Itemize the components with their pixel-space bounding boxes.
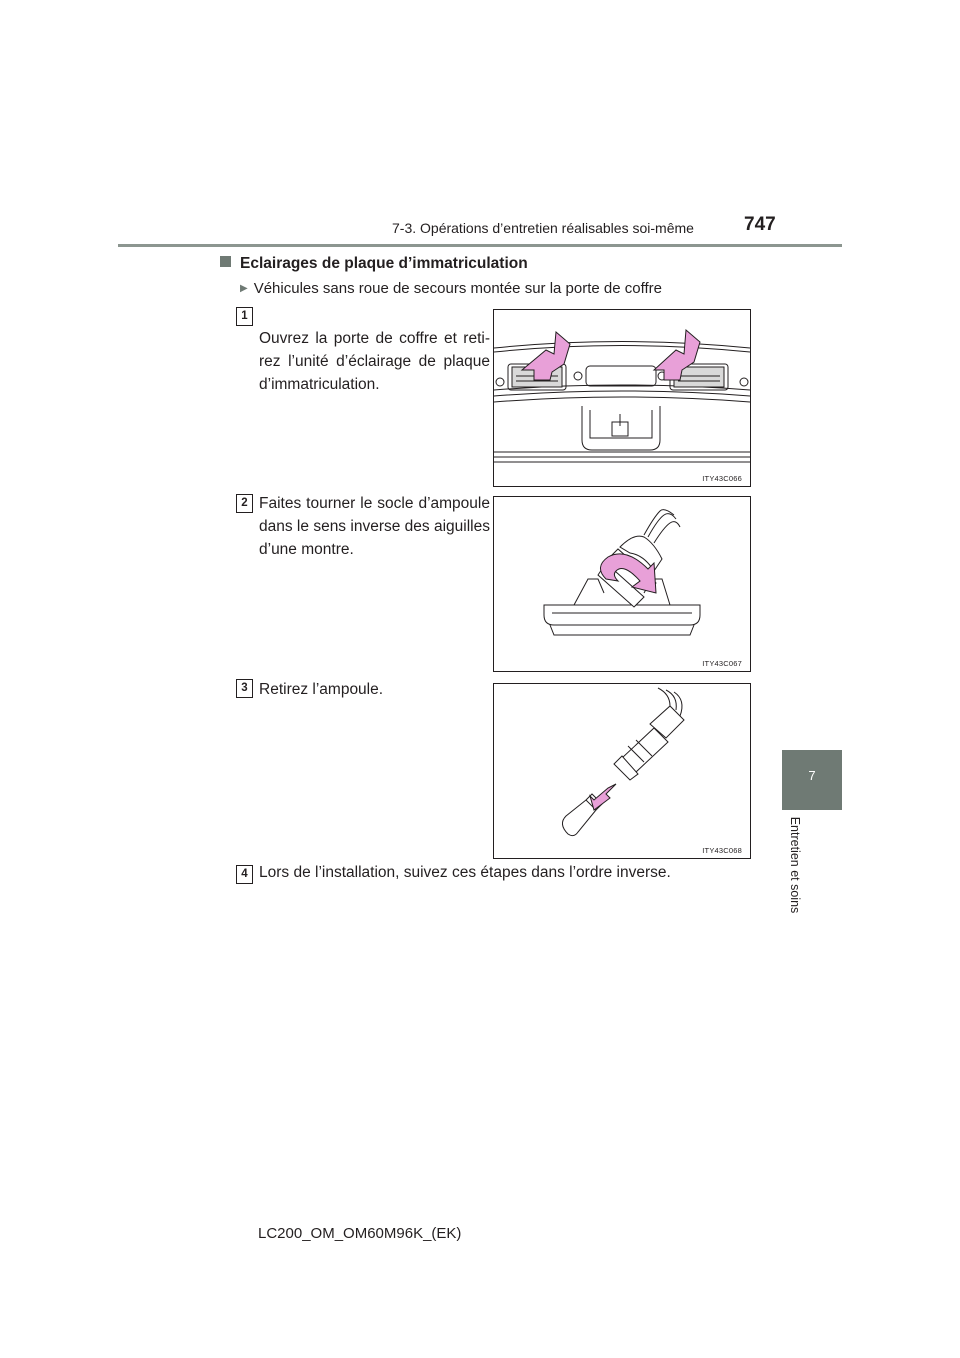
bulb-removal-illustration	[494, 684, 750, 858]
chapter-tab-number: 7	[808, 768, 816, 783]
step-number-1: 1	[236, 307, 253, 326]
step-number-3: 3	[236, 679, 253, 698]
step-text-1: Ouvrez la porte de coffre et reti-rez l’unité d’éclairage de plaque d’immatriculation.	[259, 330, 490, 393]
running-header-section: 7-3. Opérations d’entretien réalisables soi-même	[392, 220, 694, 236]
step-text-3: Retirez l’ampoule.	[259, 681, 384, 698]
header-rule	[118, 244, 842, 247]
bulb-socket-rotate-illustration	[494, 497, 750, 671]
step-text-4: Lors de l’installation, suivez ces étapes dans l’ordre inverse.	[259, 864, 671, 881]
figure-code: ITY43C066	[702, 474, 742, 483]
tailgate-illustration	[494, 310, 750, 486]
page-number: 747	[744, 214, 776, 235]
step-text-2: Faites tourner le socle d’ampoule dans le sens inverse des aiguilles d’une montre.	[259, 495, 490, 558]
figure-step-2	[493, 496, 751, 672]
figure-code: ITY43C068	[702, 846, 742, 855]
step-number-2: 2	[236, 494, 253, 513]
section-subtitle-text: Véhicules sans roue de secours montée sur la porte de coffre	[253, 280, 662, 297]
triangle-bullet-icon: ▶	[240, 283, 248, 294]
figure-code: ITY43C067	[702, 659, 742, 668]
square-bullet-icon	[220, 256, 231, 267]
figure-step-1	[493, 309, 751, 487]
figure-step-3	[493, 683, 751, 859]
step-number-4: 4	[236, 865, 253, 884]
section-title	[220, 255, 528, 273]
chapter-tab-title: Entretien et soins	[788, 816, 802, 914]
section-title-text: Eclairages de plaque d’immatriculation	[240, 255, 528, 272]
section-subtitle	[240, 280, 662, 297]
document-id: LC200_OM_OM60M96K_(EK)	[258, 1225, 462, 1242]
